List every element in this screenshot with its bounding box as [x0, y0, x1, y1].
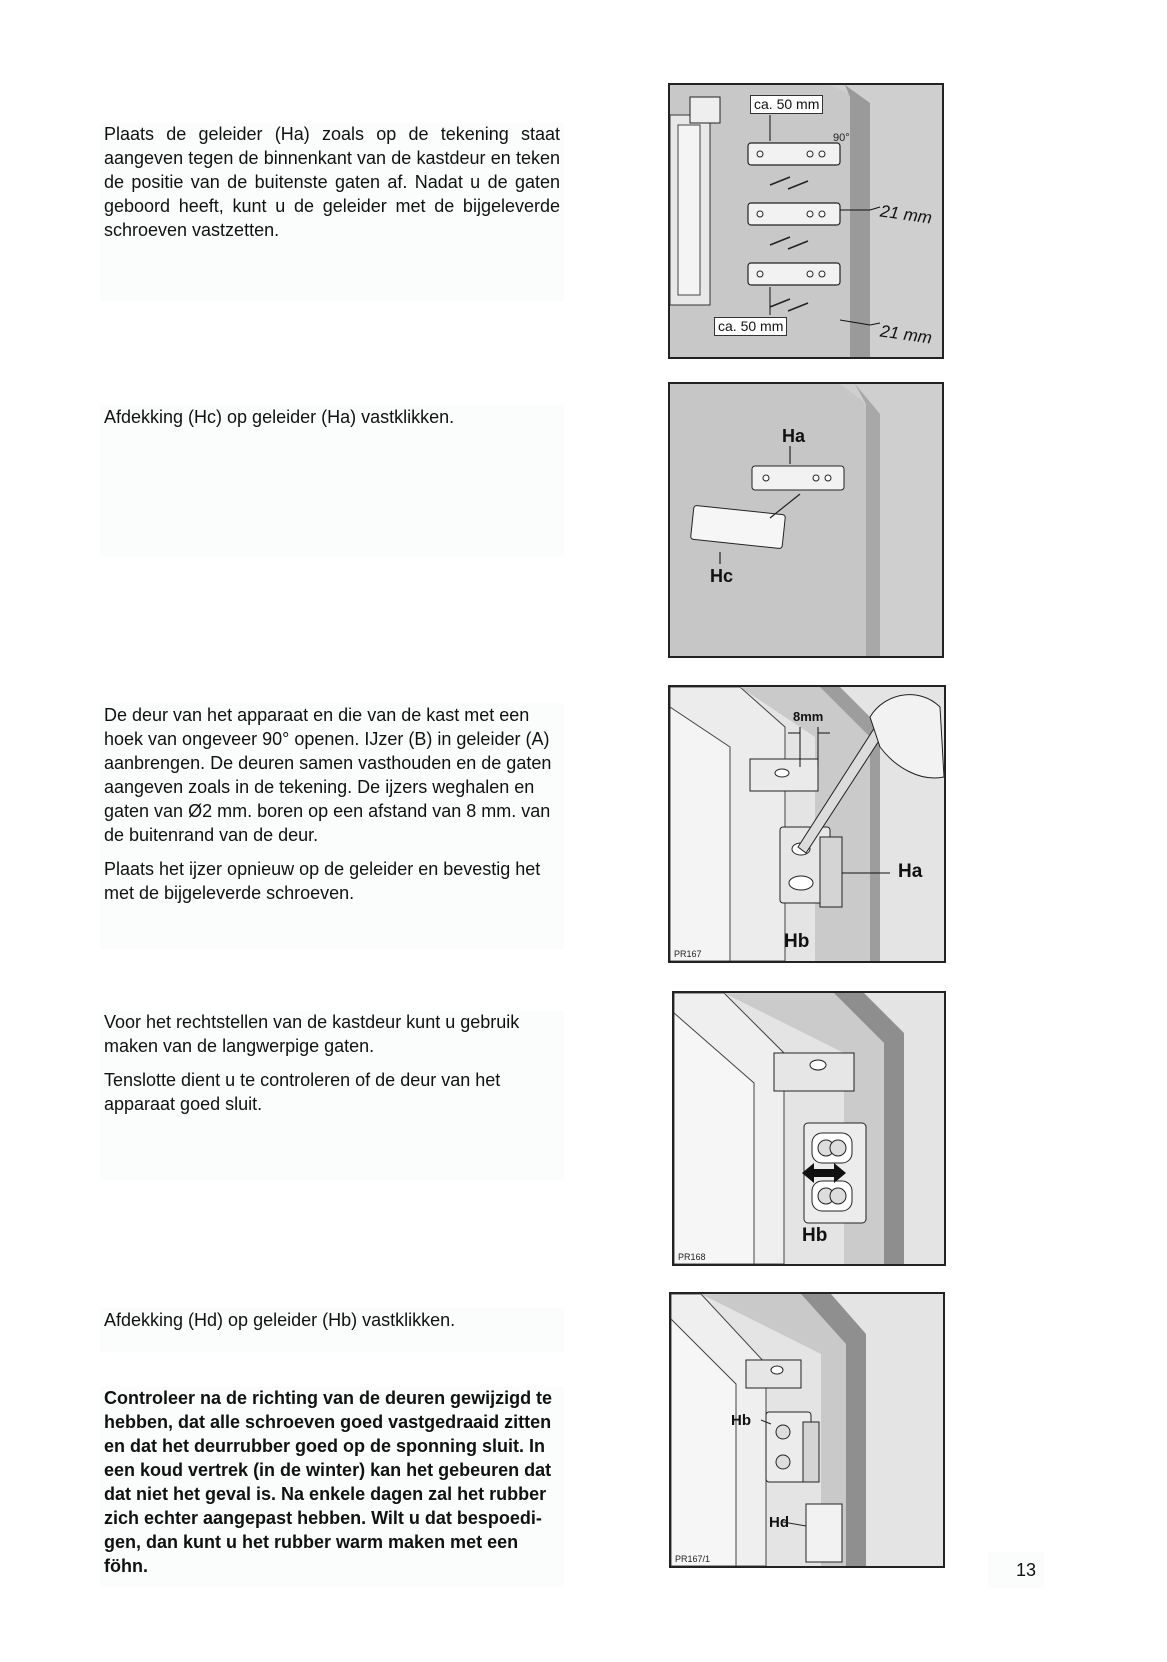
label-hb: Hb	[784, 931, 810, 952]
offset-label-1: 21 mm	[879, 201, 934, 228]
figure-cover-hc	[668, 382, 944, 658]
dimension-label-bottom: ca. 50 mm	[714, 317, 787, 336]
figure-adjust-slots	[672, 991, 946, 1266]
paragraph: Voor het rechtstellen van de kastdeur kunt u gebruik maken van de langwerpige gaten.	[104, 1012, 520, 1056]
paragraph: Tenslotte dient u te controleren of de deur van het apparaat goed sluit.	[104, 1070, 501, 1114]
instruction-mount-guide	[100, 122, 564, 302]
adjust-slots-drawing	[674, 993, 944, 1264]
label-ha: Ha	[898, 861, 923, 882]
dimension-label-top: ca. 50 mm	[750, 95, 823, 114]
figure-code: PR167	[674, 949, 702, 959]
instruction-click-cover-hd	[100, 1308, 564, 1352]
paragraph: De deur van het apparaat en die van de kast met een hoek van ongeveer 90° openen. IJzer (B) in geleider (A) aanbrengen. De deuren samen vasthouden en de gaten aangeven zoals in de tekening. De ijzers weghalen en gaten van Ø2 mm. boren op een afstand van 8 mm. van de buitenrand van de deur.	[104, 705, 552, 845]
figure-guide-placement	[668, 83, 944, 359]
instruction-check-seal	[100, 1386, 564, 1586]
paragraph: Afdekking (Hd) op geleider (Hb) vastklikken.	[104, 1310, 456, 1330]
drill-holes-drawing	[670, 687, 944, 961]
label-hc: Hc	[710, 566, 734, 586]
cover-hd-drawing	[671, 1294, 943, 1566]
paragraph: Controleer na de richting van de deuren gewijzigd te hebben, dat alle schroeven goed vastgedraaid zitten en dat het deurrubber goed op de sponning sluit. In een koud vertrek (in de winter) kan het gebeuren dat dat niet het geval is. Na enkele dagen zal het rubber zich echter aangepast hebben. Wilt u dat bespoedi-gen, dan kunt u het rubber warm maken met een föhn.	[104, 1388, 553, 1576]
figure-code: PR167/1	[675, 1554, 711, 1564]
paragraph: Afdekking (Hc) op geleider (Ha) vastklikken.	[104, 407, 455, 427]
figure-cover-hd	[669, 1292, 945, 1568]
label-ha: Ha	[782, 426, 806, 446]
paragraph: Plaats het ijzer opnieuw op de geleider en bevestig het met de bijgeleverde schroeven.	[104, 859, 541, 903]
page-number: 13	[988, 1552, 1044, 1588]
figure-drill-holes	[668, 685, 946, 963]
offset-label-2: 21 mm	[879, 321, 934, 348]
instruction-mark-holes	[100, 703, 564, 950]
instruction-click-cover-hc	[100, 405, 564, 557]
figure-code: PR168	[678, 1252, 706, 1262]
label-hb: Hb	[802, 1225, 828, 1246]
instruction-adjust-door	[100, 1010, 564, 1180]
paragraph: Plaats de geleider (Ha) zoals op de tekening staat aangeven tegen de binnenkant van de kastdeur en teken de positie van de buitenste gaten af. Nadat u de gaten geboord heeft, kunt u de geleider met de bijgeleverde schroeven vastzetten.	[104, 124, 560, 240]
angle-label: 90°	[833, 132, 850, 144]
label-hb: Hb	[731, 1412, 751, 1429]
dimension-8mm: 8mm	[793, 709, 824, 724]
label-hd: Hd	[769, 1514, 789, 1531]
cover-hc-drawing	[670, 384, 942, 656]
